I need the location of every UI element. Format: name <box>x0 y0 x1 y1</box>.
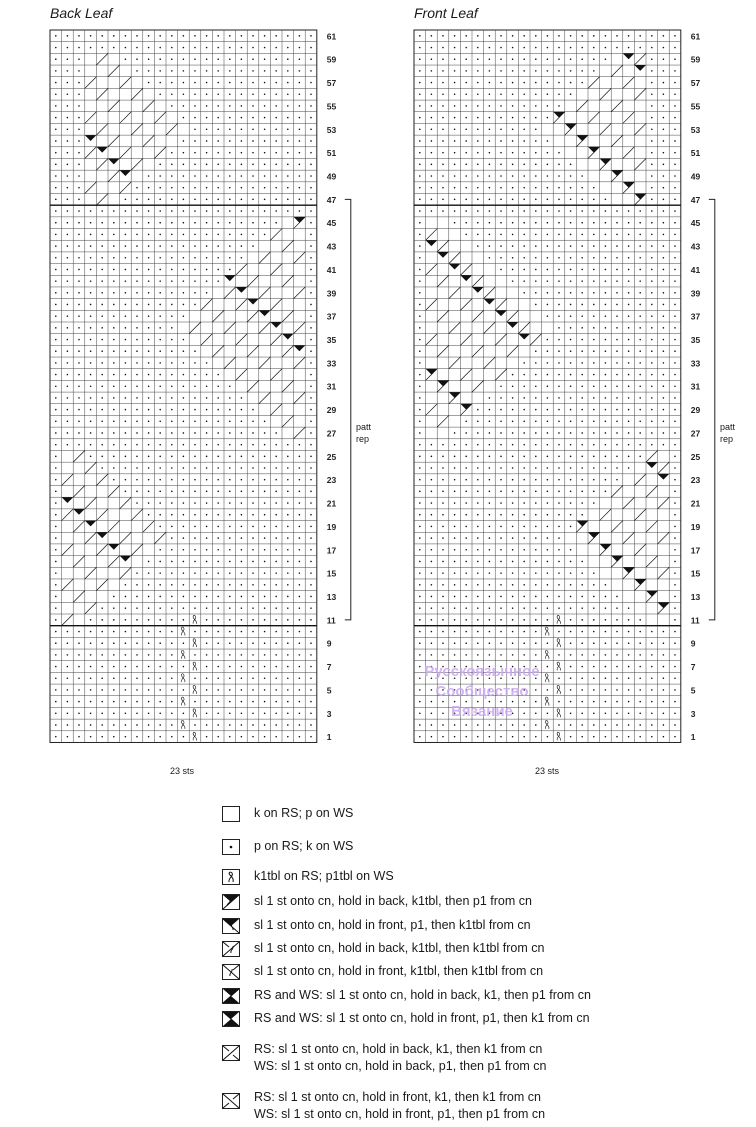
front-stitch-count: 23 sts <box>535 766 560 776</box>
row-number: 25 <box>326 451 337 462</box>
watermark-line-1: Русскоязычное <box>424 663 540 680</box>
legend-text-cross-left-knit <box>254 1089 545 1123</box>
legend-text-cross-back: RS and WS: sl 1 st onto cn, hold in back, k1, then p1 from cn <box>254 988 591 1002</box>
row-number: 35 <box>326 335 337 346</box>
row-number: 51 <box>326 148 337 159</box>
row-number: 47 <box>326 194 337 205</box>
cable-tbl-purl-back-icon <box>222 894 240 910</box>
watermark-line-2: Сообщество <box>435 683 529 700</box>
row-number: 59 <box>326 54 337 65</box>
back-leaf-title: Back Leaf <box>50 5 113 21</box>
row-number: 11 <box>326 615 336 626</box>
row-number: 19 <box>690 521 701 532</box>
row-number: 31 <box>690 381 701 392</box>
row-number: 13 <box>690 591 701 602</box>
row-number: 41 <box>326 264 337 275</box>
back-rep-text: rep <box>356 434 370 444</box>
front-patt-text: patt <box>720 422 736 432</box>
row-number: 41 <box>690 264 701 275</box>
row-number: 11 <box>690 615 700 626</box>
legend-item-cross-right-knit <box>214 1039 634 1079</box>
row-number: 45 <box>690 218 701 229</box>
row-number: 15 <box>326 568 337 579</box>
legend-text-cross-left-knit-ws: WS: sl 1 st onto cn, hold in front, p1, then p1 from cn <box>254 1107 546 1121</box>
row-number: 43 <box>690 241 701 252</box>
cross-front-purl-knit-icon <box>222 1011 240 1027</box>
row-number: 39 <box>690 288 701 299</box>
legend-text-cross-right-knit-ws: WS: sl 1 st onto cn, hold in back, p1, then p1 from cn <box>254 1059 547 1073</box>
row-number: 51 <box>690 148 701 159</box>
row-number: 55 <box>326 101 337 112</box>
row-number: 5 <box>326 685 332 696</box>
row-number: 37 <box>326 311 337 322</box>
repeat-bracket <box>345 199 351 619</box>
row-number: 49 <box>690 171 701 182</box>
row-number: 61 <box>326 31 337 42</box>
legend-item-cross-front <box>214 1008 634 1038</box>
row-number: 5 <box>690 685 696 696</box>
legend-item-purl <box>214 836 634 866</box>
watermark <box>422 662 542 722</box>
row-number: 61 <box>690 31 701 42</box>
legend-text-cable-tbl-purl-front: sl 1 st onto cn, hold in front, p1, then k1tbl from cn <box>254 918 531 932</box>
row-number: 1 <box>326 732 332 743</box>
row-number: 23 <box>326 475 337 486</box>
row-number: 45 <box>326 218 337 229</box>
knit-box-icon <box>222 806 240 822</box>
row-number: 21 <box>326 498 337 509</box>
row-number: 31 <box>326 381 337 392</box>
legend-text-cross-right-knit <box>254 1041 547 1075</box>
row-number: 27 <box>690 428 701 439</box>
legend-text-cross-front: RS and WS: sl 1 st onto cn, hold in front, p1, then k1 from cn <box>254 1011 590 1025</box>
legend-text-cross-left-knit-rs: RS: sl 1 st onto cn, hold in front, k1, then k1 from cn <box>254 1090 541 1104</box>
row-number: 3 <box>690 708 696 719</box>
legend-text-cross-right-knit-rs: RS: sl 1 st onto cn, hold in back, k1, then k1 from cn <box>254 1042 543 1056</box>
cross-right-knit-icon <box>222 1045 240 1061</box>
row-number: 3 <box>326 708 332 719</box>
row-number: 29 <box>690 405 701 416</box>
row-number: 53 <box>690 124 701 135</box>
row-number: 59 <box>690 54 701 65</box>
legend-text-purl: p on RS; k on WS <box>254 839 354 853</box>
row-number: 21 <box>690 498 701 509</box>
purl-dot-icon <box>222 839 240 855</box>
row-number: 17 <box>690 545 701 556</box>
row-number: 43 <box>326 241 337 252</box>
row-number: 25 <box>690 451 701 462</box>
row-number: 27 <box>326 428 337 439</box>
row-number: 7 <box>326 662 332 673</box>
row-number: 33 <box>326 358 337 369</box>
legend-text-cable-tbl-tbl-back: sl 1 st onto cn, hold in back, k1tbl, then k1tbl from cn <box>254 941 545 955</box>
row-number: 13 <box>326 591 337 602</box>
back-pattern-repeat-label <box>356 421 371 445</box>
cable-tbl-tbl-back-icon <box>222 941 240 957</box>
row-number: 15 <box>690 568 701 579</box>
twisted-stitch-icon <box>222 869 240 885</box>
front-rep-text: rep <box>720 434 734 444</box>
repeat-bracket <box>709 199 715 619</box>
row-number: 53 <box>326 124 337 135</box>
cross-left-knit-icon <box>222 1093 240 1109</box>
legend-item-cross-left-knit <box>214 1087 634 1127</box>
row-number: 7 <box>690 662 696 673</box>
cable-tbl-purl-front-icon <box>222 918 240 934</box>
row-number: 55 <box>690 101 701 112</box>
row-number: 57 <box>690 78 701 89</box>
row-number: 29 <box>326 405 337 416</box>
back-stitch-count: 23 sts <box>170 766 195 776</box>
front-leaf-title: Front Leaf <box>414 5 478 21</box>
cross-back-knit-purl-icon <box>222 988 240 1004</box>
row-number: 23 <box>690 475 701 486</box>
watermark-line-3: Вязание <box>451 703 513 720</box>
cable-tbl-tbl-front-icon <box>222 964 240 980</box>
row-number: 1 <box>690 732 696 743</box>
row-number: 9 <box>326 638 332 649</box>
row-number: 35 <box>690 335 701 346</box>
front-pattern-repeat-label <box>720 421 735 445</box>
row-number: 47 <box>690 194 701 205</box>
row-number: 37 <box>690 311 701 322</box>
legend-text-knit: k on RS; p on WS <box>254 806 354 820</box>
row-number: 57 <box>326 78 337 89</box>
legend-text-tbl: k1tbl on RS; p1tbl on WS <box>254 869 394 883</box>
row-number: 33 <box>690 358 701 369</box>
back-leaf-chart <box>50 30 351 742</box>
legend-text-cable-tbl-purl-back: sl 1 st onto cn, hold in back, k1tbl, then p1 from cn <box>254 894 532 908</box>
row-number: 49 <box>326 171 337 182</box>
row-number: 19 <box>326 521 337 532</box>
back-patt-text: patt <box>356 422 372 432</box>
row-number: 17 <box>326 545 337 556</box>
row-number: 39 <box>326 288 337 299</box>
row-number: 9 <box>690 638 696 649</box>
legend-text-cable-tbl-tbl-front: sl 1 st onto cn, hold in front, k1tbl, then k1tbl from cn <box>254 964 544 978</box>
front-leaf-chart <box>414 30 715 742</box>
legend-item-knit <box>214 803 634 833</box>
